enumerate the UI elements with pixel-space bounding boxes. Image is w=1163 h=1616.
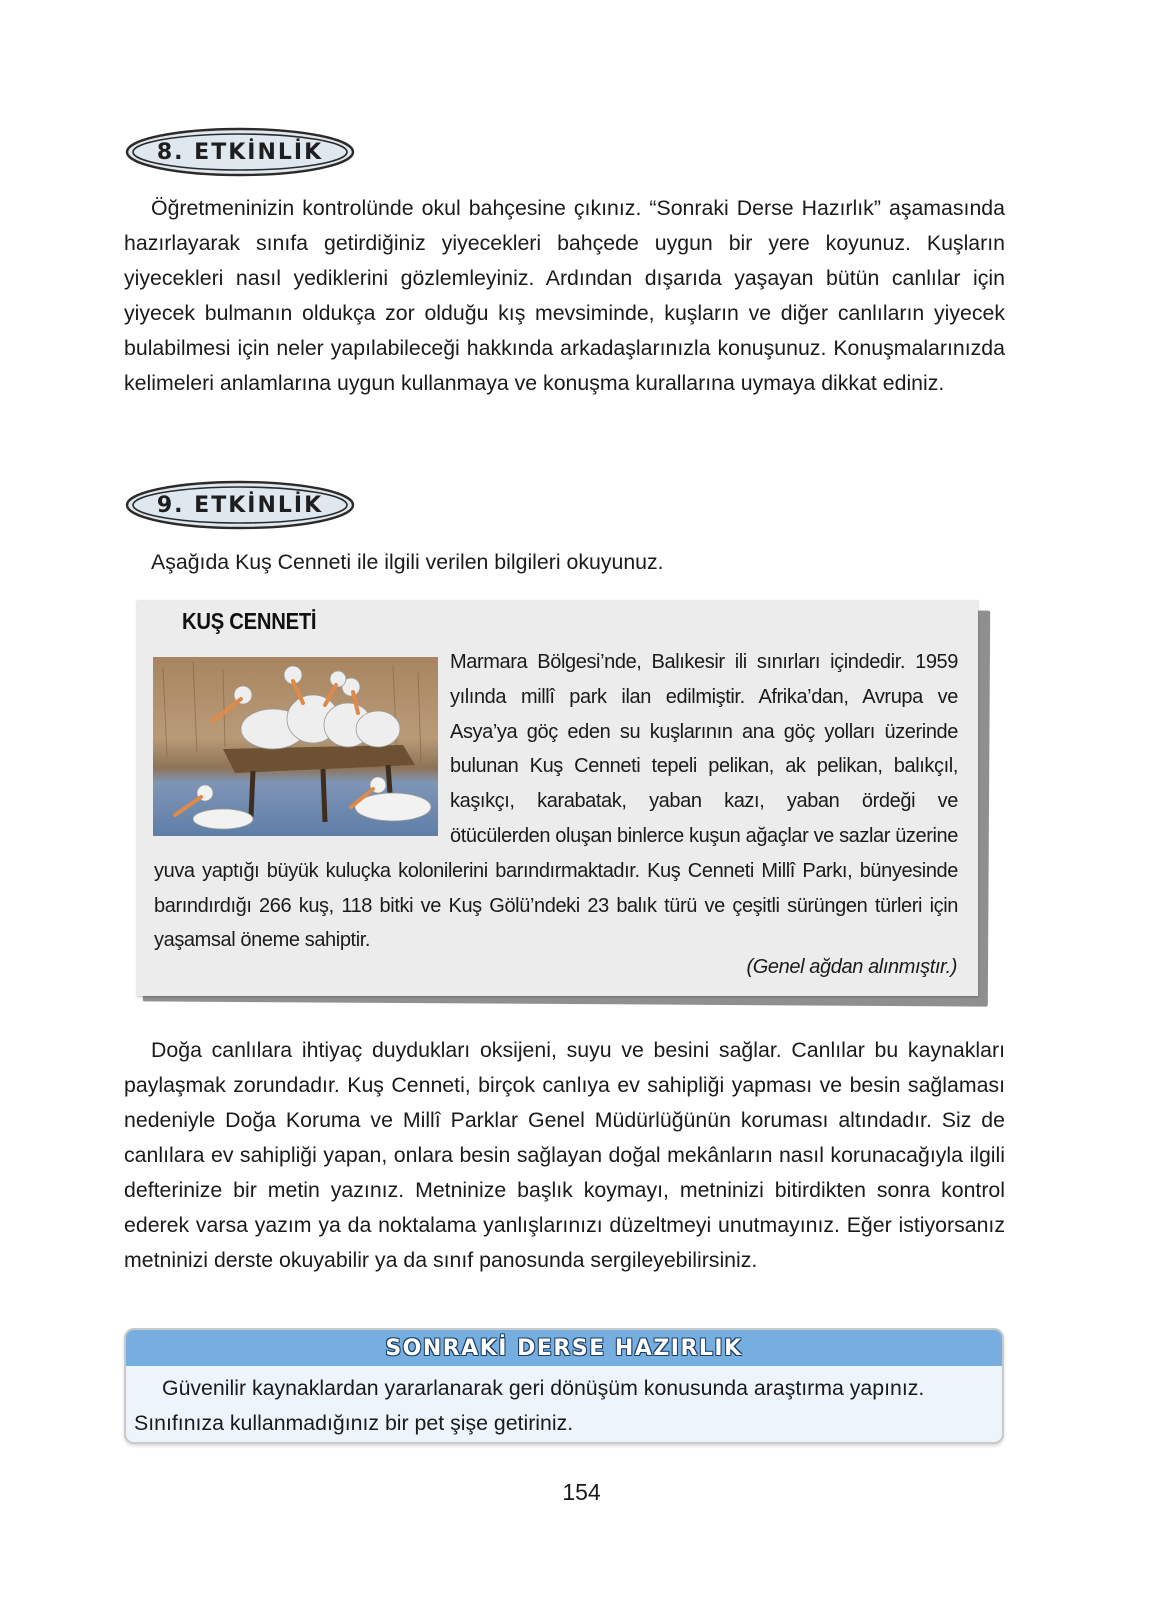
card-body-text bbox=[154, 645, 958, 958]
activity-8-label: 8. ETKİNLİK bbox=[156, 139, 324, 165]
activity-9-intro: Aşağıda Kuş Cenneti ile ilgili verilen bilgileri okuyunuz. bbox=[151, 550, 664, 574]
card-title: KUŞ CENNETİ bbox=[182, 608, 317, 634]
next-lesson-header bbox=[126, 1330, 1002, 1366]
next-lesson-text: Güvenilir kaynaklardan yararlanarak geri dönüşüm konusunda araştırma yapınız. Sınıfınıza kullanmadığınız bir pet şişe getiriniz. bbox=[134, 1376, 925, 1435]
kus-cenneti-card bbox=[137, 600, 978, 996]
card-source: (Genel ağdan alınmıştır.) bbox=[746, 956, 957, 978]
activity-9-text: Doğa canlılara ihtiyaç duydukları oksijeni, suyu ve besini sağlar. Canlılar bu kaynakları paylaşmak zorundadır. Kuş Cenneti, birçok canlıya ev sahipliği yapması ve besin sağlaması nedeniyle Doğa Koruma ve Millî Parklar Genel Müdürlüğünün koruması altındadır. Siz de canlılara ev sahipliği yapan, onlara besin sağlayan doğal mekânların nasıl korunacağıyla ilgili defterinize bir metin yazınız. Metninize başlık koymayı, metninizi bitirdikten sonra kontrol ederek varsa yazım ya da noktalama yanlışlarınızı düzeltmeyi unutmayınız. Eğer istiyorsanız metninizi derste okuyabilir ya da sınıf panosunda sergileyebilirsiniz. bbox=[124, 1038, 1005, 1272]
activity-9-label: 9. ETKİNLİK bbox=[156, 492, 324, 518]
next-lesson-box bbox=[124, 1328, 1004, 1444]
activity-8-text: Öğretmeninizin kontrolünde okul bahçesine çıkınız. “Sonraki Derse Hazırlık” aşamasında hazırlayarak sınıfa getirdiğiniz yiyecekleri bahçede uygun bir yere koyunuz. Kuşların yiyecekleri nasıl yediklerini gözlemleyiniz. Ardından dışarıda yaşayan bütün canlılar için yiyecek bulmanın oldukça zor olduğu kış mevsiminde, kuşların ve diğer canlıların yiyecek bulabilmesi için neler yapılabileceği hakkında arkadaşlarınızla konuşunuz. Konuşmalarınızda kelimeleri anlamlarına uygun kullanmaya ve konuşma kurallarına uymaya dikkat ediniz. bbox=[124, 196, 1005, 395]
card-text-content: Marmara Bölgesi’nde, Balıkesir ili sınırları içindedir. 1959 yılında millî park ilan edilmiştir. Afrika’dan, Avrupa ve Asya’ya göç eden su kuşlarının ana göç yolları üzerinde bulunan Kuş Cenneti tepeli pelikan, ak pelikan, balıkçıl, kaşıkçı, karabatak, yaban kazı, yaban ördeği ve ötücülerden oluşan binlerce kuşun ağaçlar ve sazlar üzerine yuva yaptığı büyük kuluçka kolonilerini barındırmaktadır. Kuş Cenneti Millî Parkı, bünyesinde barındırdığı 266 kuş, 118 bitki ve Kuş Gölü’ndeki 23 balık türü ve çeşitli sürüngen türleri için yaşamsal öneme sahiptir. bbox=[154, 651, 958, 952]
activity-9-badge bbox=[124, 479, 356, 531]
page-number: 154 bbox=[562, 1479, 601, 1505]
activity-8-badge bbox=[124, 126, 356, 178]
next-lesson-title: SONRAKİ DERSE HAZIRLIK bbox=[385, 1335, 743, 1361]
